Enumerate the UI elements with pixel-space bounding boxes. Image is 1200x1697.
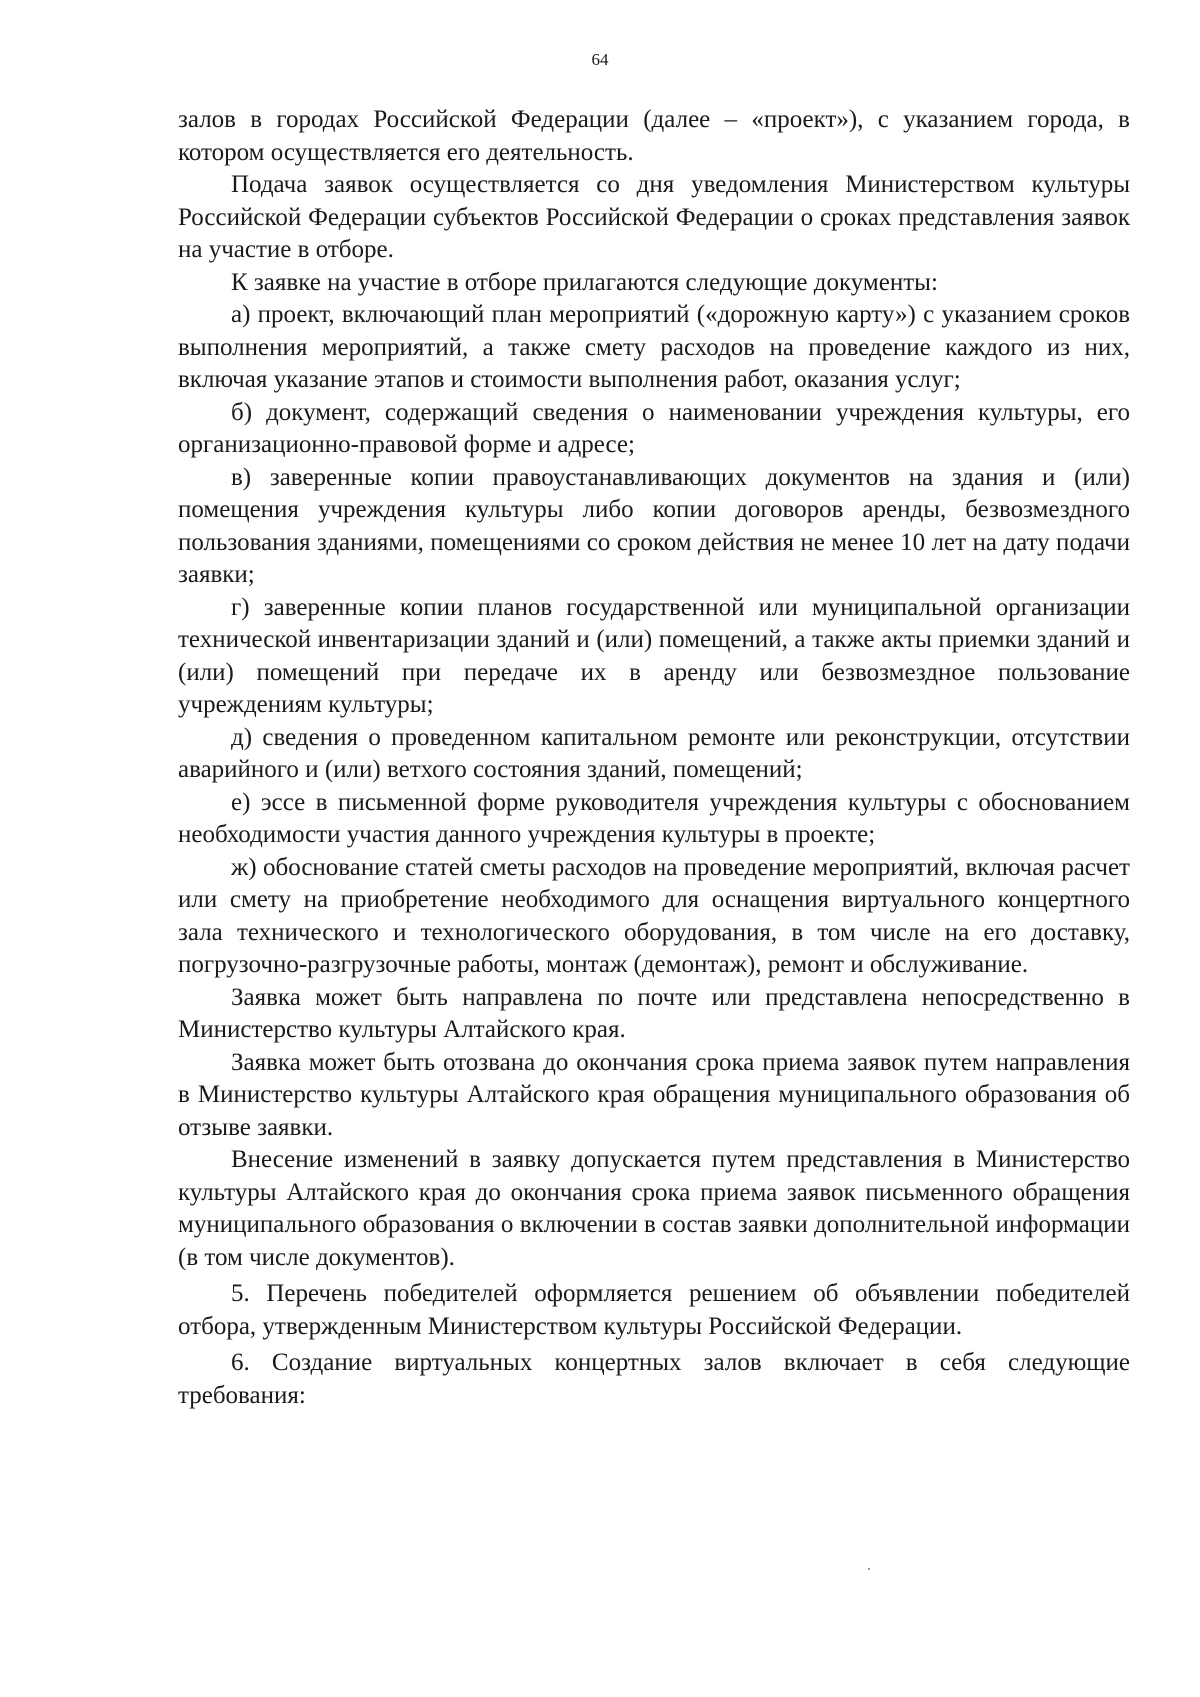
paragraph-item-6: 6. Создание виртуальных концертных залов включает в себя следующие требования: (178, 1349, 1130, 1409)
scan-speck (868, 1568, 870, 1570)
list-item-d: д) сведения о проведенном капитальном ремонте или реконструкции, отсутствии аварийного и (или) ветхого состояния зданий, помещений; (178, 723, 1130, 783)
list-item-g: г) заверенные копии планов государственной или муниципальной организации технической инвентаризации зданий и (или) помещений, а также акты приемки зданий и (или) помещений при передаче их в аренду или безвозмездное пользование учреждениям культуры; (178, 593, 1130, 718)
list-item-zh: ж) обоснование статей сметы расходов на проведение мероприятий, включая расчет или смету на приобретение необходимого для оснащения виртуального концертного зала технического и технологического оборудования, в том числе на его доставку, погрузочно-разгрузочные работы, монтаж (демонтаж), ремонт и обслуживание. (178, 853, 1130, 978)
paragraph-amendments: Внесение изменений в заявку допускается путем представления в Министерство культуры Алтайского края до окончания срока приема заявок письменного обращения муниципального образования о включении в состав заявки дополнительной информации (в том числе документов). (178, 1146, 1130, 1271)
list-item-b: б) документ, содержащий сведения о наименовании учреждения культуры, его организационно-правовой форме и адресе; (178, 398, 1130, 458)
paragraph-item-5: 5. Перечень победителей оформляется решением об объявлении победителей отбора, утвержденным Министерством культуры Российской Федерации. (178, 1280, 1130, 1340)
paragraph-documents-intro: К заявке на участие в отборе прилагаются следующие документы: (231, 268, 938, 296)
list-item-a: а) проект, включающий план мероприятий («дорожную карту») с указанием сроков выполнения мероприятий, а также смету расходов на проведение каждого из них, включая указание этапов и стоимости выполнения работ, оказания услуг; (178, 301, 1130, 393)
paragraph-mail-submission: Заявка может быть направлена по почте или представлена непосредственно в Министерство культуры Алтайского края. (178, 983, 1130, 1043)
page-number: 64 (591, 50, 609, 69)
document-body (178, 104, 1130, 1412)
list-item-v: в) заверенные копии правоустанавливающих документов на здания и (или) помещения учреждения культуры либо копии договоров аренды, безвозмездного пользования зданиями, помещениями со сроком действия не менее 10 лет на дату подачи заявки; (178, 463, 1130, 588)
paragraph-continuation: залов в городах Российской Федерации (далее – «проект»), с указанием города, в котором осуществляется его деятельность. (178, 106, 1130, 166)
list-item-e: е) эссе в письменной форме руководителя учреждения культуры с обоснованием необходимости участия данного учреждения культуры в проекте; (178, 788, 1130, 848)
paragraph-submission-start: Подача заявок осуществляется со дня уведомления Министерством культуры Российской Федерации субъектов Российской Федерации о сроках представления заявок на участие в отборе. (178, 171, 1130, 263)
paragraph-withdrawal: Заявка может быть отозвана до окончания срока приема заявок путем направления в Министерство культуры Алтайского края обращения муниципального образования об отзыве заявки. (178, 1048, 1130, 1141)
